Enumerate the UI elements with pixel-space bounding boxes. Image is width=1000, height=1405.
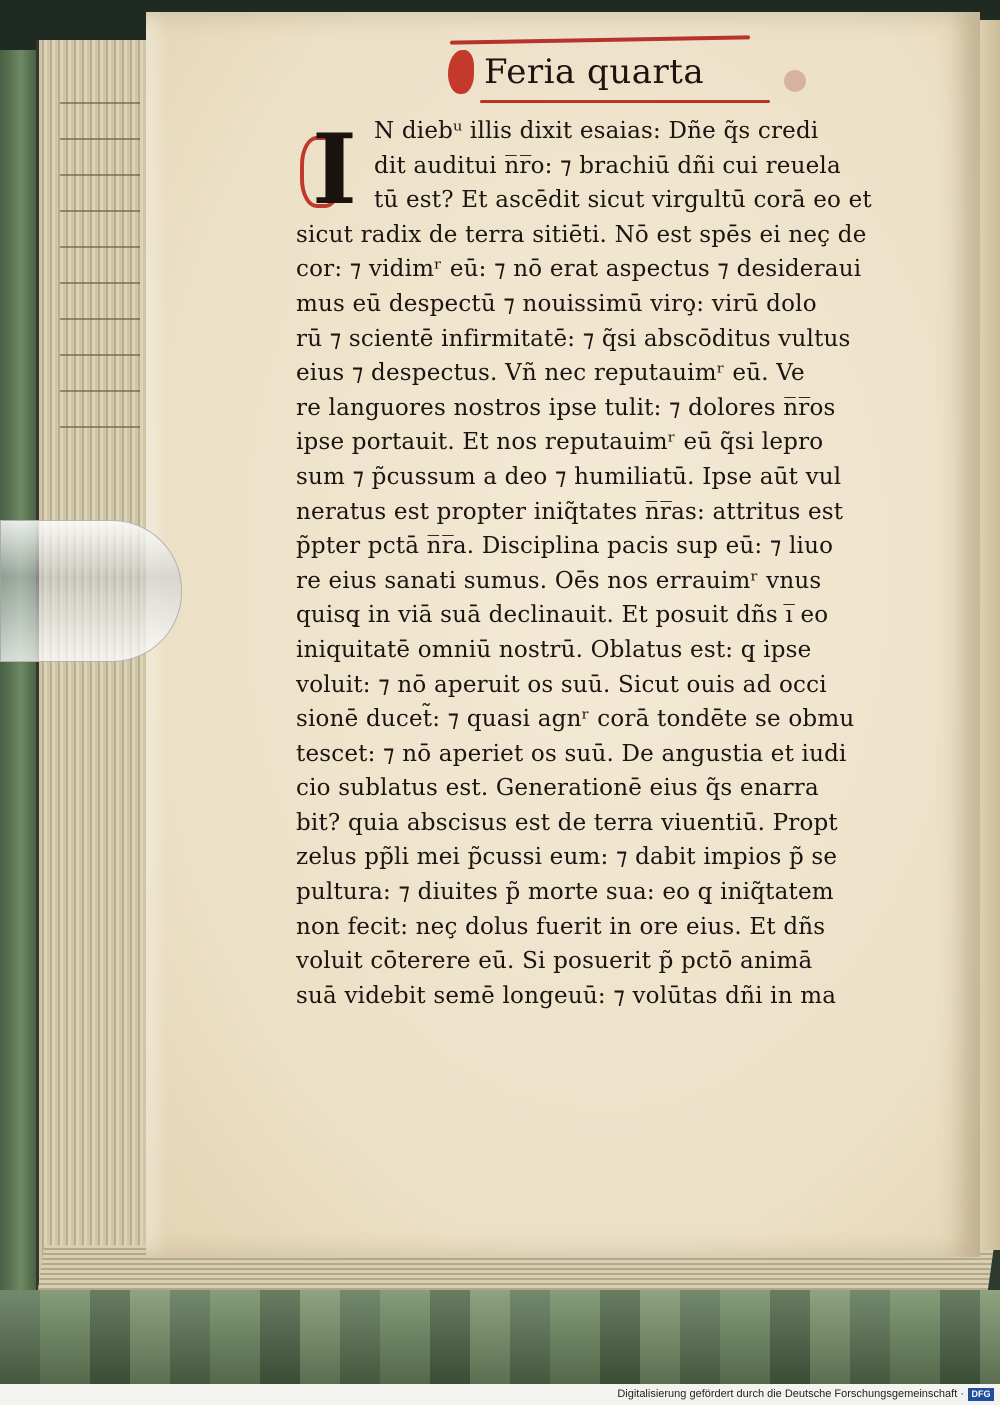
footer-bar (0, 1386, 1000, 1405)
text-line: quisq̧ in viā suā declinauit. Et posuit dñs i̅ eo (296, 602, 829, 629)
text-line: rū ⁊ scientē infirmitatē: ⁊ q̃si abscōditus vultus (296, 325, 851, 352)
text-line: sicut radix de terra sitiēti. Nō est spēs ei neç de (296, 221, 867, 248)
text-line: p̃pter pctā n̅r̅a. Disciplina pacis sup eū: ⁊ liuo (296, 533, 834, 560)
text-line: sionē ducet̃: ⁊ quasi agnʳ corā tondēte se obmu (296, 706, 855, 733)
heading-text: Feria quarta (484, 52, 705, 92)
text-line: cor: ⁊ vidimʳ eū: ⁊ nō erat aspectus ⁊ desideraui (296, 256, 862, 283)
dfg-logo: DFG (968, 1388, 994, 1401)
text-line: iniquitatē omniū nostrū. Oblatus est: q̧ ipse (296, 636, 812, 663)
stain-spot (784, 70, 806, 92)
text-line: voluit: ⁊ nō aperuit os suū. Sicut ouis ad occi (296, 671, 827, 698)
text-line: sum ⁊ p̃cussum a deo ⁊ humiliatū. Ipse aūt vul (296, 463, 842, 490)
text-line: re eius sanati sumus. Oēs nos errauimʳ vnus (296, 567, 822, 594)
text-line: suā videbit semē longeuū: ⁊ volūtas dñi in ma (296, 982, 837, 1009)
rubric-mark (448, 50, 474, 94)
rubric-line-bottom (480, 100, 770, 103)
page-clip (0, 520, 182, 662)
footer-credit: Digitalisierung gefördert durch die Deutsche Forschungsgemeinschaft · (617, 1388, 964, 1400)
text-line: dit auditui n̅r̅o: ⁊ brachiū dñi cui reuela (374, 152, 841, 179)
text-line: tescet: ⁊ nō aperiet os suū. De angustia et iudi (296, 740, 847, 767)
text-line: bit? quia abscisus est de terra viuentiū. Propt (296, 809, 838, 836)
text-line: zelus pp̃li mei p̃cussi eum: ⁊ dabit impios p̃ se (296, 844, 838, 871)
text-line: pultura: ⁊ diuites p̃ morte sua: eo q̧ iniq̃tatem (296, 879, 834, 906)
initial-letter: I (312, 113, 357, 226)
text-line: voluit cōterere eū. Si posuerit p̃ pctō animā (296, 948, 813, 975)
text-line: neratus est propter iniq̃tates n̅r̅as: attritus est (296, 498, 844, 525)
text-line: tū est? Et ascēdit sicut virgultū corā eo et (374, 187, 872, 214)
page-heading (448, 44, 704, 100)
text-line: non fecit: neç dolus fuerit in ore eius. Et dñs (296, 913, 826, 940)
text-line: N diebᵘ illis dixit esaias: Dñe q̃s credi (374, 118, 819, 144)
text-line: mus eū despectū ⁊ nouissimū viro̧: virū dolo (296, 290, 817, 317)
cover-bottom (0, 1290, 1000, 1384)
text-line: cio sublatus est. Generationē eius q̃s enarra (296, 775, 819, 802)
text-line: eius ⁊ despectus. Vñ nec reputauimʳ eū. Ve (296, 360, 805, 387)
fore-edge-marks (60, 80, 140, 460)
text-line: re languores nostros ipse tulit: ⁊ dolores n̅r̅os (296, 394, 836, 421)
text-line: ipse portauit. Et nos reputauimʳ eū q̃si lepro (296, 429, 824, 456)
text-block (296, 114, 896, 1013)
